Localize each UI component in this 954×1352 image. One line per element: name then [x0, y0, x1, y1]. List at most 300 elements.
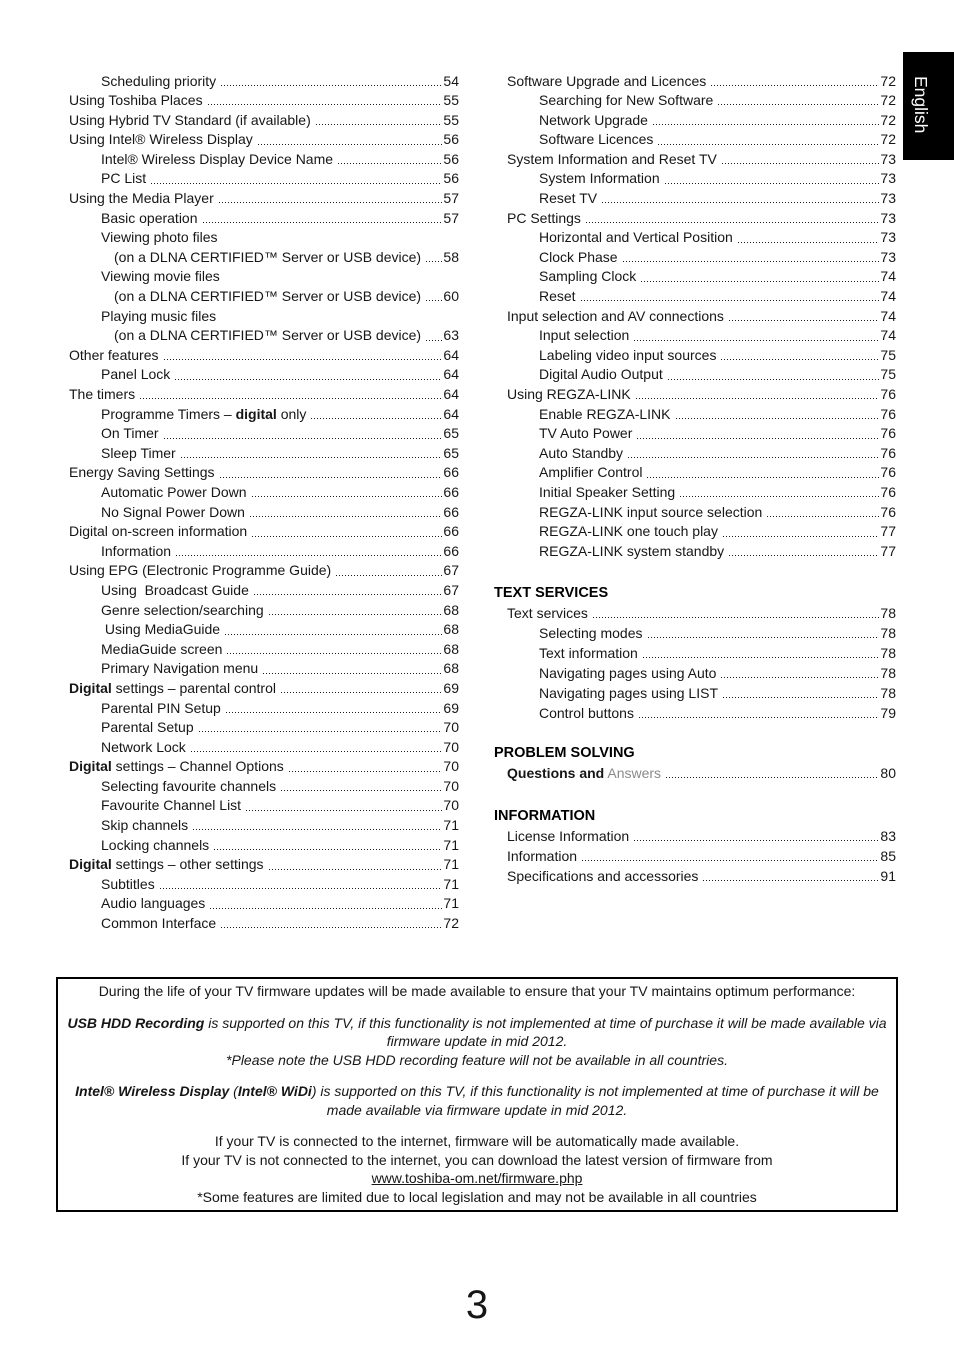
toc-entry: [494, 424, 896, 444]
toc-page-number: 76: [880, 464, 896, 481]
dot-leader: [634, 826, 879, 846]
toc-page-number: 74: [880, 307, 896, 324]
toc-page-number: 67: [443, 562, 459, 579]
toc-entry-title: [69, 757, 284, 777]
toc-entry: [69, 248, 459, 268]
dot-leader: [220, 463, 443, 483]
toc-entry: [69, 796, 459, 816]
toc-page-number: 78: [880, 645, 896, 662]
dot-leader: [738, 228, 880, 248]
toc-entry-title: Using Hybrid TV Standard (if available): [69, 111, 311, 128]
dot-leader: [628, 444, 879, 464]
dot-leader: [666, 763, 879, 783]
toc-section: [494, 806, 896, 886]
toc-page-number: 66: [443, 542, 459, 559]
toc-entry: [69, 405, 459, 425]
toc-entry-title: Basic operation: [101, 209, 198, 226]
language-tab: [903, 52, 954, 160]
toc-entry: [69, 699, 459, 719]
toc-entry-title: REGZA-LINK input source selection: [539, 503, 763, 520]
toc-entry: [69, 91, 459, 111]
toc-entry: [69, 542, 459, 562]
dot-leader: [426, 287, 442, 307]
toc-entry-title: Network Upgrade: [539, 111, 648, 128]
toc-entry: [69, 875, 459, 895]
dot-leader: [281, 777, 442, 797]
dot-leader: [203, 209, 443, 229]
toc-page-number: 64: [443, 366, 459, 383]
toc-entry: [494, 503, 896, 523]
toc-entry-title: Specifications and accessories: [507, 868, 699, 885]
toc-entry: [494, 169, 896, 189]
toc-page-number: 71: [443, 895, 459, 912]
notice-emphasis: USB HDD Recording: [67, 1014, 205, 1031]
dot-leader: [641, 267, 879, 287]
toc-page-number: 57: [443, 209, 459, 226]
dot-leader: [246, 796, 442, 816]
toc-entry: [69, 287, 459, 307]
dot-leader: [721, 663, 879, 683]
toc-entry: [494, 866, 896, 886]
dot-leader: [653, 111, 879, 131]
notice-text: (: [229, 1083, 238, 1099]
dot-leader: [711, 72, 879, 92]
toc-entry-title: Sampling Clock: [539, 268, 637, 285]
toc-entry: [69, 503, 459, 523]
toc-entry: [69, 365, 459, 385]
dot-leader: [426, 248, 442, 268]
toc-page-number: 74: [880, 288, 896, 305]
toc-entry: [494, 91, 896, 111]
toc-entry: [69, 169, 459, 189]
toc-page-number: 70: [443, 777, 459, 794]
toc-title-segment: Questions and: [507, 765, 605, 782]
toc-entry-title: System Information and Reset TV: [507, 150, 717, 167]
toc-page-number: 67: [443, 581, 459, 598]
dot-leader: [718, 91, 879, 111]
toc-entry-title: REGZA-LINK system standby: [539, 542, 725, 559]
toc-entry-title: Labeling video input sources: [539, 346, 717, 363]
toc-entry: [494, 150, 896, 170]
dot-leader: [338, 150, 442, 170]
dot-leader: [208, 91, 443, 111]
dot-leader: [221, 72, 442, 92]
toc-entry: [494, 72, 896, 92]
toc-entry-title: Digital on-screen information: [69, 523, 248, 540]
toc-title-segment: Answers: [607, 765, 662, 782]
notice-text: made available via firmware update in mid 2012.: [326, 1101, 628, 1118]
toc-entry: [69, 307, 459, 327]
toc-page-number: 83: [880, 828, 896, 845]
toc-page-number: 70: [443, 719, 459, 736]
dot-leader: [623, 248, 880, 268]
toc-entry: [69, 914, 459, 934]
toc-page-number: 72: [880, 92, 896, 109]
dot-leader: [221, 914, 442, 934]
toc-entry-title: Panel Lock: [101, 366, 171, 383]
toc-page-number: 76: [880, 405, 896, 422]
toc-entry-title: Viewing photo files: [101, 229, 218, 246]
toc-entry-title: Skip channels: [101, 817, 189, 834]
toc-entry-title: Information: [101, 542, 172, 559]
toc-entry: [494, 287, 896, 307]
notice-emphasis: Intel® Wireless Display: [75, 1083, 230, 1099]
toc-page-number: 73: [880, 248, 896, 265]
toc-entry: [69, 522, 459, 542]
toc-entry: [494, 385, 896, 405]
toc-title-segment: Digital: [69, 679, 112, 696]
firmware-notice-box: [56, 977, 898, 1212]
toc-entry-title: REGZA-LINK one touch play: [539, 523, 718, 540]
toc-title-segment: only: [276, 405, 307, 422]
toc-entry: [494, 623, 896, 643]
toc-entry: [494, 209, 896, 229]
toc-page-number: 70: [443, 738, 459, 755]
toc-page-number: 64: [443, 346, 459, 363]
toc-entry: [69, 894, 459, 914]
toc-entry-title: Horizontal and Vertical Position: [539, 229, 733, 246]
toc-page-number: 76: [880, 386, 896, 402]
toc-entry: [69, 72, 459, 92]
toc-entry-title: Primary Navigation menu: [101, 660, 259, 677]
toc-page-number: 75: [880, 366, 896, 383]
toc-entry-title: Selecting favourite channels: [101, 777, 277, 794]
toc-entry-title: The timers: [69, 386, 136, 402]
notice-paragraph: [58, 1132, 896, 1206]
toc-page-number: 70: [443, 758, 459, 775]
dot-leader: [639, 703, 879, 723]
dot-leader: [729, 542, 879, 562]
dot-leader: [252, 483, 443, 503]
dot-leader: [648, 623, 880, 643]
notice-paragraph: [58, 1082, 896, 1119]
dot-leader: [210, 894, 442, 914]
notice-line: [58, 982, 896, 1001]
toc-page-number: 72: [880, 72, 896, 89]
toc-entry: [494, 248, 896, 268]
dot-leader: [258, 130, 443, 150]
firmware-url-link[interactable]: www.toshiba-om.net/firmware.php: [371, 1170, 583, 1186]
dot-leader: [181, 444, 443, 464]
toc-page-number: 71: [443, 817, 459, 834]
toc-entry-title: Reset: [539, 288, 576, 305]
dot-leader: [281, 679, 442, 699]
toc-page-number: 65: [443, 425, 459, 442]
toc-entry: [69, 640, 459, 660]
toc-page-number: 71: [443, 836, 459, 853]
toc-section: [494, 743, 896, 783]
dot-leader: [289, 757, 443, 777]
toc-entry: [494, 603, 896, 623]
toc-section: [494, 72, 896, 562]
dot-leader: [199, 718, 443, 738]
toc-title-segment: Digital: [69, 856, 112, 873]
toc-entry: [69, 581, 459, 601]
notice-line: [58, 1151, 896, 1170]
toc-page-number: 56: [443, 150, 459, 167]
toc-entry: [494, 542, 896, 562]
toc-entry: [494, 346, 896, 366]
dot-leader: [175, 365, 442, 385]
toc-entry: [69, 150, 459, 170]
toc-entry: [69, 209, 459, 229]
dot-leader: [637, 424, 879, 444]
dot-leader: [311, 405, 442, 425]
toc-entry: [69, 601, 459, 621]
toc-entry-title: Using Toshiba Places: [69, 92, 203, 109]
toc-page-number: 76: [880, 444, 896, 461]
toc-page-number: 72: [880, 131, 896, 148]
notice-text: *Please note the USB HDD recording feature will not be available in all countries.: [226, 1051, 728, 1068]
toc-entry-title: Viewing movie files: [101, 268, 220, 285]
toc-page-number: 75: [880, 346, 896, 363]
toc-entry: [69, 189, 459, 209]
toc-entry-title: (on a DLNA CERTIFIED™ Server or USB device): [114, 327, 422, 344]
toc-page-number: 57: [443, 190, 459, 207]
toc-entry-title: Information: [507, 848, 578, 865]
toc-entry: [494, 111, 896, 131]
toc-entry-title: Network Lock: [101, 738, 186, 755]
toc-entry: [494, 483, 896, 503]
toc-entry: [494, 307, 896, 327]
toc-entry-title: Using Broadcast Guide: [101, 581, 249, 598]
toc-section-heading: PROBLEM SOLVING: [494, 745, 635, 762]
toc-entry-title: [507, 763, 661, 783]
toc-title-segment: settings – parental control: [111, 679, 276, 696]
dot-leader: [225, 620, 442, 640]
toc-page-number: 66: [443, 523, 459, 540]
toc-entry-title: Input selection and AV connections: [507, 307, 724, 324]
toc-entry-title: (on a DLNA CERTIFIED™ Server or USB device): [114, 248, 422, 265]
toc-entry: [494, 683, 896, 703]
toc-entry: [494, 846, 896, 866]
toc-entry: [494, 326, 896, 346]
toc-entry: [69, 346, 459, 366]
notice-line: [58, 1169, 896, 1188]
toc-page-number: 74: [880, 327, 896, 344]
toc-entry: [69, 385, 459, 405]
toc-entry: [69, 130, 459, 150]
dot-leader: [668, 365, 880, 385]
dot-leader: [581, 287, 880, 307]
toc-page-number: 74: [880, 268, 896, 285]
toc-entry: [69, 267, 459, 287]
toc-entry: [494, 228, 896, 248]
dot-leader: [164, 346, 443, 366]
toc-page-number: 60: [443, 288, 459, 305]
toc-page-number: 80: [880, 765, 896, 782]
notice-line: [58, 1101, 896, 1120]
toc-page-number: 68: [443, 601, 459, 618]
toc-entry-title: Scheduling priority: [101, 72, 217, 89]
toc-page-number: 72: [443, 915, 459, 932]
toc-entry: [494, 663, 896, 683]
notice-line: [58, 1051, 896, 1070]
toc-page-number: 66: [443, 483, 459, 500]
dot-leader: [336, 561, 442, 581]
notice-line: [58, 1132, 896, 1151]
toc-title-segment: Digital: [69, 758, 112, 775]
toc-section-heading: TEXT SERVICES: [494, 585, 609, 602]
toc-entry: [494, 522, 896, 542]
toc-page-number: 73: [880, 209, 896, 226]
toc-entry: [69, 561, 459, 581]
toc-entry-title: Using MediaGuide: [101, 621, 221, 638]
toc-entry: [69, 483, 459, 503]
toc-entry-title: MediaGuide screen: [101, 640, 223, 657]
dot-leader: [426, 326, 442, 346]
toc-page-number: 56: [443, 131, 459, 148]
dot-leader: [703, 866, 879, 886]
notice-line: [58, 1014, 896, 1033]
toc-entry-title: Amplifier Control: [539, 464, 643, 481]
toc-entry-title: Intel® Wireless Display Device Name: [101, 150, 334, 167]
toc-entry-title: Energy Saving Settings: [69, 464, 215, 481]
toc-entry: [69, 111, 459, 131]
toc-page-number: 72: [880, 111, 896, 128]
dot-leader: [722, 150, 880, 170]
toc-entry-title: Clock Phase: [539, 248, 618, 265]
toc-page-number: 69: [443, 699, 459, 716]
toc-page-number: 76: [880, 503, 896, 520]
toc-page-number: 71: [443, 856, 459, 873]
dot-leader: [227, 640, 442, 660]
toc-page-number: 77: [880, 542, 896, 559]
dot-leader: [191, 738, 443, 758]
toc-entry-title: Common Interface: [101, 915, 217, 932]
toc-page-number: 56: [443, 170, 459, 187]
toc-entry-title: Playing music files: [101, 307, 217, 324]
toc-entry-title: Using REGZA-LINK: [507, 386, 631, 402]
toc-entry-title: Parental PIN Setup: [101, 699, 221, 716]
dot-leader: [151, 169, 442, 189]
toc-page-number: 85: [880, 848, 896, 865]
toc-page-number: 73: [880, 170, 896, 187]
notice-text: ) is supported on this TV, if this functionality is not implemented at time of purchase it will be: [311, 1083, 879, 1099]
toc-page-number: 78: [880, 685, 896, 702]
dot-leader: [680, 483, 879, 503]
toc-entry-title: Audio languages: [101, 895, 206, 912]
dot-leader: [634, 326, 879, 346]
notice-line: [58, 1032, 896, 1051]
dot-leader: [582, 846, 879, 866]
dot-leader: [226, 699, 443, 719]
dot-leader: [254, 581, 443, 601]
toc-page-number: 91: [880, 868, 896, 885]
toc-page-number: 68: [443, 660, 459, 677]
toc-entry: [69, 424, 459, 444]
toc-entry: [494, 763, 896, 783]
toc-right-column: [494, 72, 896, 887]
notice-text: If your TV is not connected to the internet, you can download the latest version of firmware from: [181, 1151, 773, 1168]
dot-leader: [214, 836, 442, 856]
dot-leader: [263, 659, 442, 679]
dot-leader: [193, 816, 442, 836]
toc-entry-title: Text information: [539, 645, 638, 662]
toc-page-number: 77: [880, 523, 896, 540]
toc-entry-title: Auto Standby: [539, 444, 624, 461]
toc-entry: [69, 620, 459, 640]
toc-entry-title: Parental Setup: [101, 719, 194, 736]
toc-entry-title: [69, 679, 276, 699]
toc-entry: [69, 757, 459, 777]
toc-entry-title: Locking channels: [101, 836, 210, 853]
notice-paragraph: [58, 982, 896, 1001]
dot-leader: [676, 405, 880, 425]
toc-entry-title: Text services: [507, 605, 588, 622]
dot-leader: [647, 463, 879, 483]
toc-entry-title: License Information: [507, 828, 630, 845]
toc-page-number: 73: [880, 190, 896, 207]
dot-leader: [636, 385, 880, 405]
dot-leader: [643, 643, 880, 663]
toc-entry-title: Selecting modes: [539, 625, 643, 642]
dot-leader: [252, 522, 442, 542]
toc-title-segment: Programme Timers –: [101, 405, 236, 422]
toc-page-number: 79: [880, 705, 896, 722]
toc-entry-title: Enable REGZA-LINK: [539, 405, 671, 422]
toc-entry-title: TV Auto Power: [539, 425, 633, 442]
dot-leader: [219, 189, 443, 209]
notice-line: [58, 1188, 896, 1207]
dot-leader: [140, 385, 442, 405]
toc-entry: [494, 365, 896, 385]
toc-entry: [69, 679, 459, 699]
dot-leader: [316, 111, 443, 131]
toc-entry: [494, 444, 896, 464]
toc-entry: [494, 703, 896, 723]
notice-text: is supported on this TV, if this functionality is not implemented at time of purchase it will be made available via: [204, 1014, 887, 1031]
toc-page-number: 63: [443, 327, 459, 344]
toc-section: [494, 583, 896, 723]
toc-entry-title: Input selection: [539, 327, 630, 344]
language-tab-label: English: [911, 76, 931, 134]
toc-entry: [494, 826, 896, 846]
notice-text: firmware update in mid 2012.: [386, 1033, 568, 1049]
toc-page-number: 55: [443, 92, 459, 109]
dot-leader: [269, 601, 443, 621]
toc-entry: [69, 855, 459, 875]
toc-entry: [494, 267, 896, 287]
dot-leader: [602, 189, 879, 209]
dot-leader: [723, 683, 879, 703]
toc-page-number: 78: [880, 665, 896, 682]
toc-entry-title: Reset TV: [539, 190, 598, 207]
toc-page-number: 66: [443, 503, 459, 520]
dot-leader: [164, 424, 443, 444]
toc-entry-title: Software Upgrade and Licences: [507, 72, 707, 89]
toc-left-column: [69, 72, 459, 934]
toc-entry: [69, 816, 459, 836]
notice-paragraph: [58, 1014, 896, 1070]
toc-page-number: 68: [443, 640, 459, 657]
toc-entry-title: Searching for New Software: [539, 92, 714, 109]
toc-entry-title: Sleep Timer: [101, 444, 176, 461]
dot-leader: [593, 603, 880, 623]
notice-text: During the life of your TV firmware updates will be made available to ensure that your TV maintains optimum performance:: [98, 983, 856, 999]
toc-page-number: 71: [443, 875, 459, 892]
dot-leader: [729, 307, 880, 327]
toc-entry: [69, 659, 459, 679]
toc-entry-title: (on a DLNA CERTIFIED™ Server or USB device): [114, 288, 422, 305]
toc-page-number: 70: [443, 797, 459, 814]
toc-entry: [69, 738, 459, 758]
toc-entry-title: Genre selection/searching: [101, 601, 264, 618]
toc-entry: [494, 405, 896, 425]
toc-entry: [494, 643, 896, 663]
notice-text: If your TV is connected to the internet, firmware will be automatically made available.: [214, 1133, 740, 1149]
toc-entry: [69, 444, 459, 464]
